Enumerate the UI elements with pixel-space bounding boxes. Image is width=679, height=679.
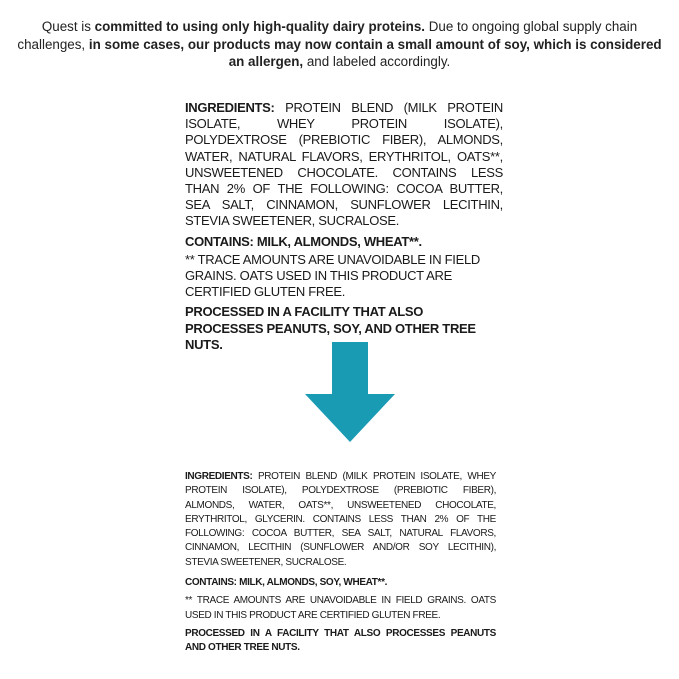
old-ingredients-label (185, 100, 503, 353)
new-trace-note: ** TRACE AMOUNTS ARE UNAVOIDABLE IN FIELD GRAINS. OATS USED IN THIS PRODUCT ARE CERTIFIED GLUTEN FREE. (185, 595, 496, 621)
supply-chain-notice (14, 18, 665, 71)
old-trace-note: ** TRACE AMOUNTS ARE UNAVOIDABLE IN FIELD GRAINS. OATS USED IN THIS PRODUCT ARE CERTIFIED GLUTEN FREE. (185, 251, 480, 300)
notice-text: Quest is (41, 19, 95, 34)
new-contains-statement: CONTAINS: MILK, ALMONDS, SOY, WHEAT**. (185, 577, 388, 589)
old-contains-statement: CONTAINS: MILK, ALMONDS, WHEAT**. (185, 233, 422, 249)
notice-text: Due to ongoing global supply chain challenges, (17, 19, 638, 52)
arrow-down-shape (305, 342, 395, 442)
notice-bold-dairy: committed to using only high-quality dairy proteins. (94, 19, 425, 34)
new-facility-warning: PROCESSED IN A FACILITY THAT ALSO PROCESSES PEANUTS AND OTHER TREE NUTS. (185, 627, 496, 654)
arrow-down-icon (305, 342, 395, 442)
old-facility-warning: PROCESSED IN A FACILITY THAT ALSO PROCESSES PEANUTS, SOY, AND OTHER TREE NUTS. (185, 304, 476, 352)
new-ingredients-label (185, 470, 496, 656)
old-ingredients-text: PROTEIN BLEND (MILK PROTEIN ISOLATE, WHEY PROTEIN ISOLATE), POLYDEXTROSE (PREBIOTIC FIBER), ALMONDS, WATER, NATURAL FLAVORS, ERYTHRITOL, OATS**, UNSWEETENED CHOCOLATE. CONTAINS LESS THAN 2% OF THE FOLLOWING: COCOA BUTTER, SEA SALT, CINNAMON, SUNFLOWER LECITHIN, STEVIA SWEETENER, SUCRALOSE. (185, 100, 503, 229)
new-ingredients-heading: INGREDIENTS: (185, 471, 253, 482)
notice-bold-soy: in some cases, our products may now contain a small amount of soy, which is considered an allergen, (88, 36, 662, 69)
notice-text: and labeled accordingly. (303, 54, 451, 69)
new-ingredients-paragraph (185, 470, 496, 570)
new-ingredients-text: PROTEIN BLEND (MILK PROTEIN ISOLATE, WHEY PROTEIN ISOLATE), POLYDEXTROSE (PREBIOTIC FIBER), ALMONDS, WATER, OATS**, UNSWEETENED CHOCOLATE, ERYTHRITOL, GLYCERIN. CONTAINS LESS THAN 2% OF THE FOLLOWING: COCOA BUTTER, SEA SALT, NATURAL FLAVORS, CINNAMON, LECITHIN (SUNFLOWER AND/OR SOY LECITHIN), STEVIA SWEETENER, SUCRALOSE. (185, 471, 496, 568)
old-ingredients-paragraph (185, 100, 503, 230)
old-ingredients-heading: INGREDIENTS: (185, 100, 275, 115)
